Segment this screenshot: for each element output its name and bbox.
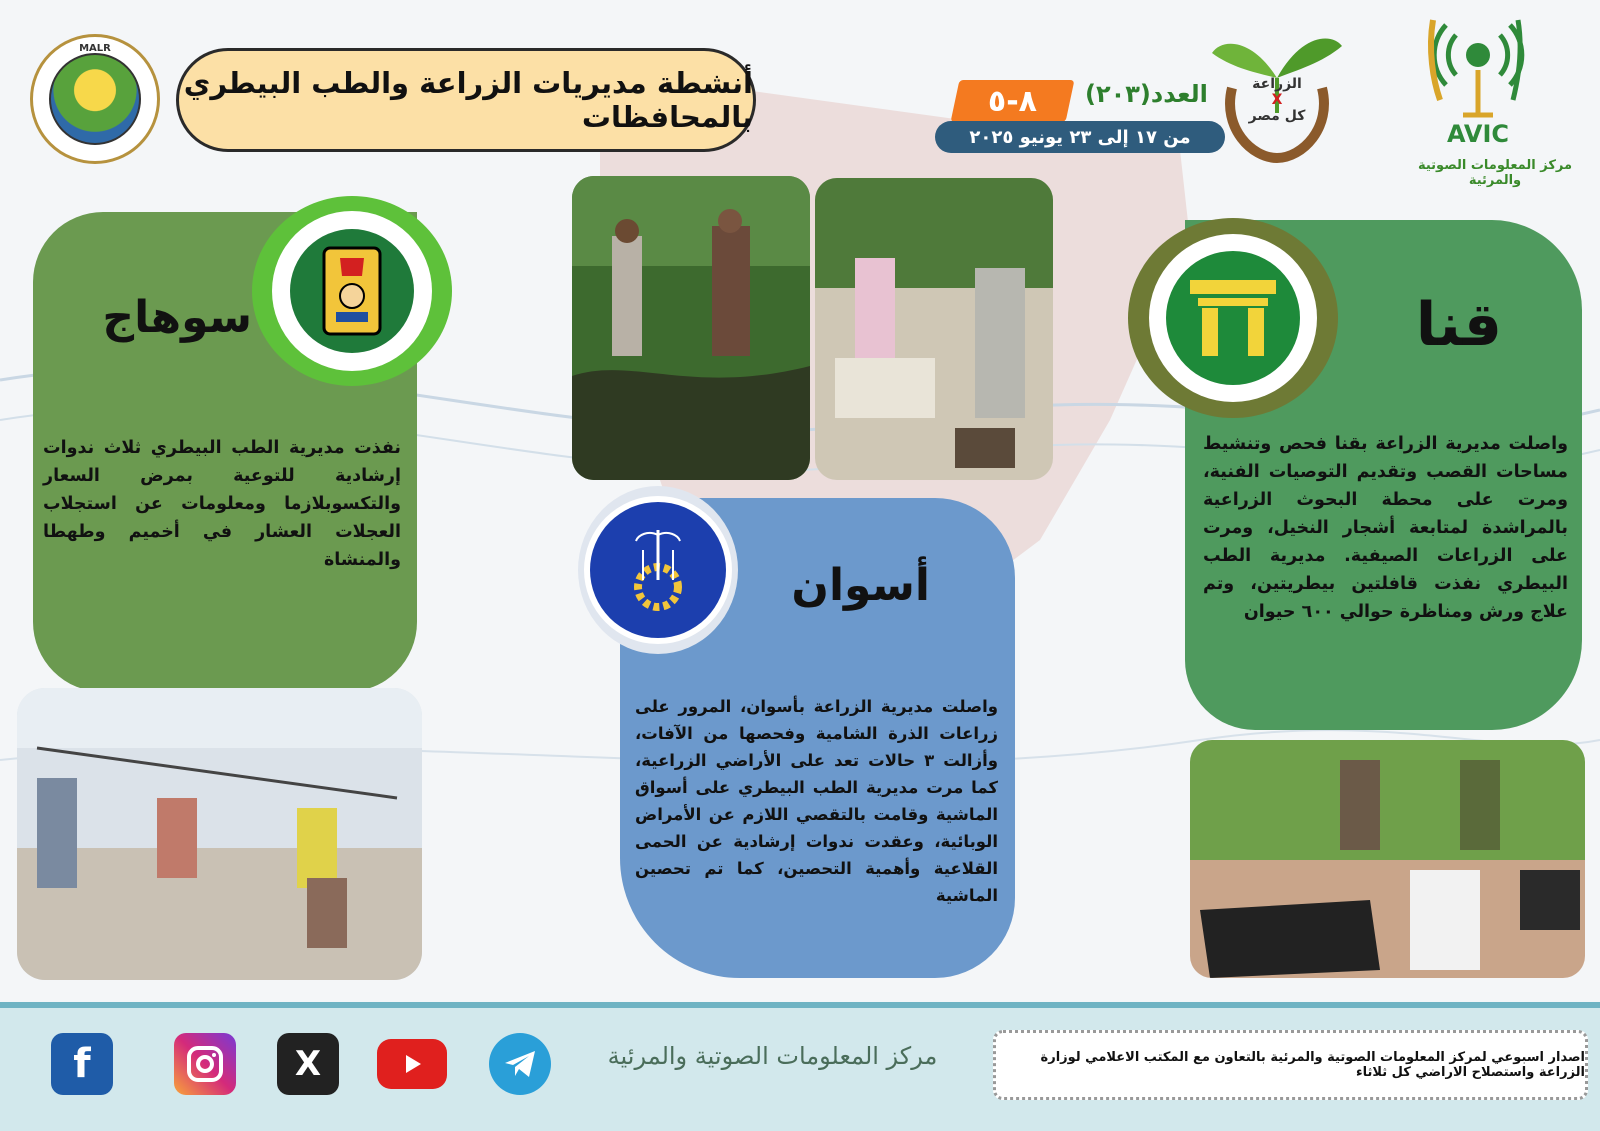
footer-center-name: مركز المعلومات الصوتية والمرئية [607,1042,938,1070]
telegram-icon [489,1033,551,1095]
weekly-notice: اصدار اسبوعي لمركز المعلومات الصوتية والمرئية بالتعاون مع المكتب الاعلامي لوزارة الزراعة واستصلاح الاراضي كل ثلاثاء [1040,1050,1585,1080]
issue-range-badge: ٨-٥ [951,80,1075,122]
x-icon: X [277,1033,339,1095]
date-range-bar [935,121,1225,153]
youtube-icon [377,1039,447,1089]
aswan-title: أسوان [791,560,930,611]
avic-logo: AVIC [1418,10,1538,155]
ministry-logo: MALR [30,34,160,164]
avic-subtitle: مركز المعلومات الصوتية والمرئية [1417,158,1573,188]
qena-gate-icon [1166,251,1300,385]
photo-awareness-seminar [17,688,422,980]
date-range: من ١٧ إلى ٢٣ يونيو ٢٠٢٥ [969,126,1191,148]
aswan-text: واصلت مديرية الزراعة بأسوان، المرور على زراعات الذرة الشامية وفحصها من الآفات، وأزالت ٣ حالات تعد على الأراضي الزراعية، كما مرت مديرية الطب البيطري على أسواق الماشية وقامت بالتقصي اللازم عن الأمراض الوبائية، وعقدت ندوات إرشادية عن الحمى القلاعية وأهمية التحصين، كما تم تحصين الماشية [635,697,998,905]
x-link[interactable] [268,1024,348,1104]
telegram-link[interactable] [480,1024,560,1104]
youtube-link[interactable] [372,1024,452,1104]
sohag-badge-ring [252,196,452,386]
qena-text: واصلت مديرية الزراعة بقنا فحص وتنشيط مساحات القصب وتقديم التوصيات الفنية، ومرت على محطة البحوث الزراعية بالمراشدة لمتابعة أشجار النخيل، ومرت على الزراعات الصيفية. مديرية الطب البيطري نفذت قافلتين بيطريتين، وتم علاج ورش ومناظرة حوالي ٦٠٠ حيوان [1203,434,1568,622]
zeraa-campaign-logo [1212,18,1342,168]
zeraa-logo-text: الزراعة X كل مصر [1248,76,1306,124]
aswan-badge-ring [578,486,738,654]
issue-number: العدد(٢٠٣) [1085,80,1208,108]
qena-title: قنا [1415,290,1502,360]
sohag-text: نفذت مديرية الطب البيطري ثلاث ندوات إرشادية للتوعية بمرض السعار والتكسوبلازما ومعلومات عن استجلاب العجلات العشار في أخميم وطهطا والمنشاة [43,438,401,570]
qena-badge [1149,234,1317,402]
instagram-icon [174,1033,236,1095]
page-title: أنشطة مديريات الزراعة والطب البيطري بالمحافظات [183,66,753,134]
ministry-emblem-icon [49,53,141,145]
facebook-icon: f [51,1033,113,1095]
weekly-notice-box [993,1030,1588,1100]
photo-veterinary-caravan [1190,740,1585,978]
sohag-title: سوهاج [102,292,252,343]
page-title-banner [176,48,756,152]
photo-livestock-market [815,178,1053,480]
photo-field-inspection [572,176,810,480]
qena-badge-ring [1128,218,1338,418]
sohag-emblem-icon [290,229,414,353]
instagram-link[interactable] [165,1024,245,1104]
facebook-link[interactable] [42,1024,122,1104]
aswan-badge [584,496,732,644]
aswan-emblem-icon [590,502,726,638]
sohag-badge [272,211,432,371]
